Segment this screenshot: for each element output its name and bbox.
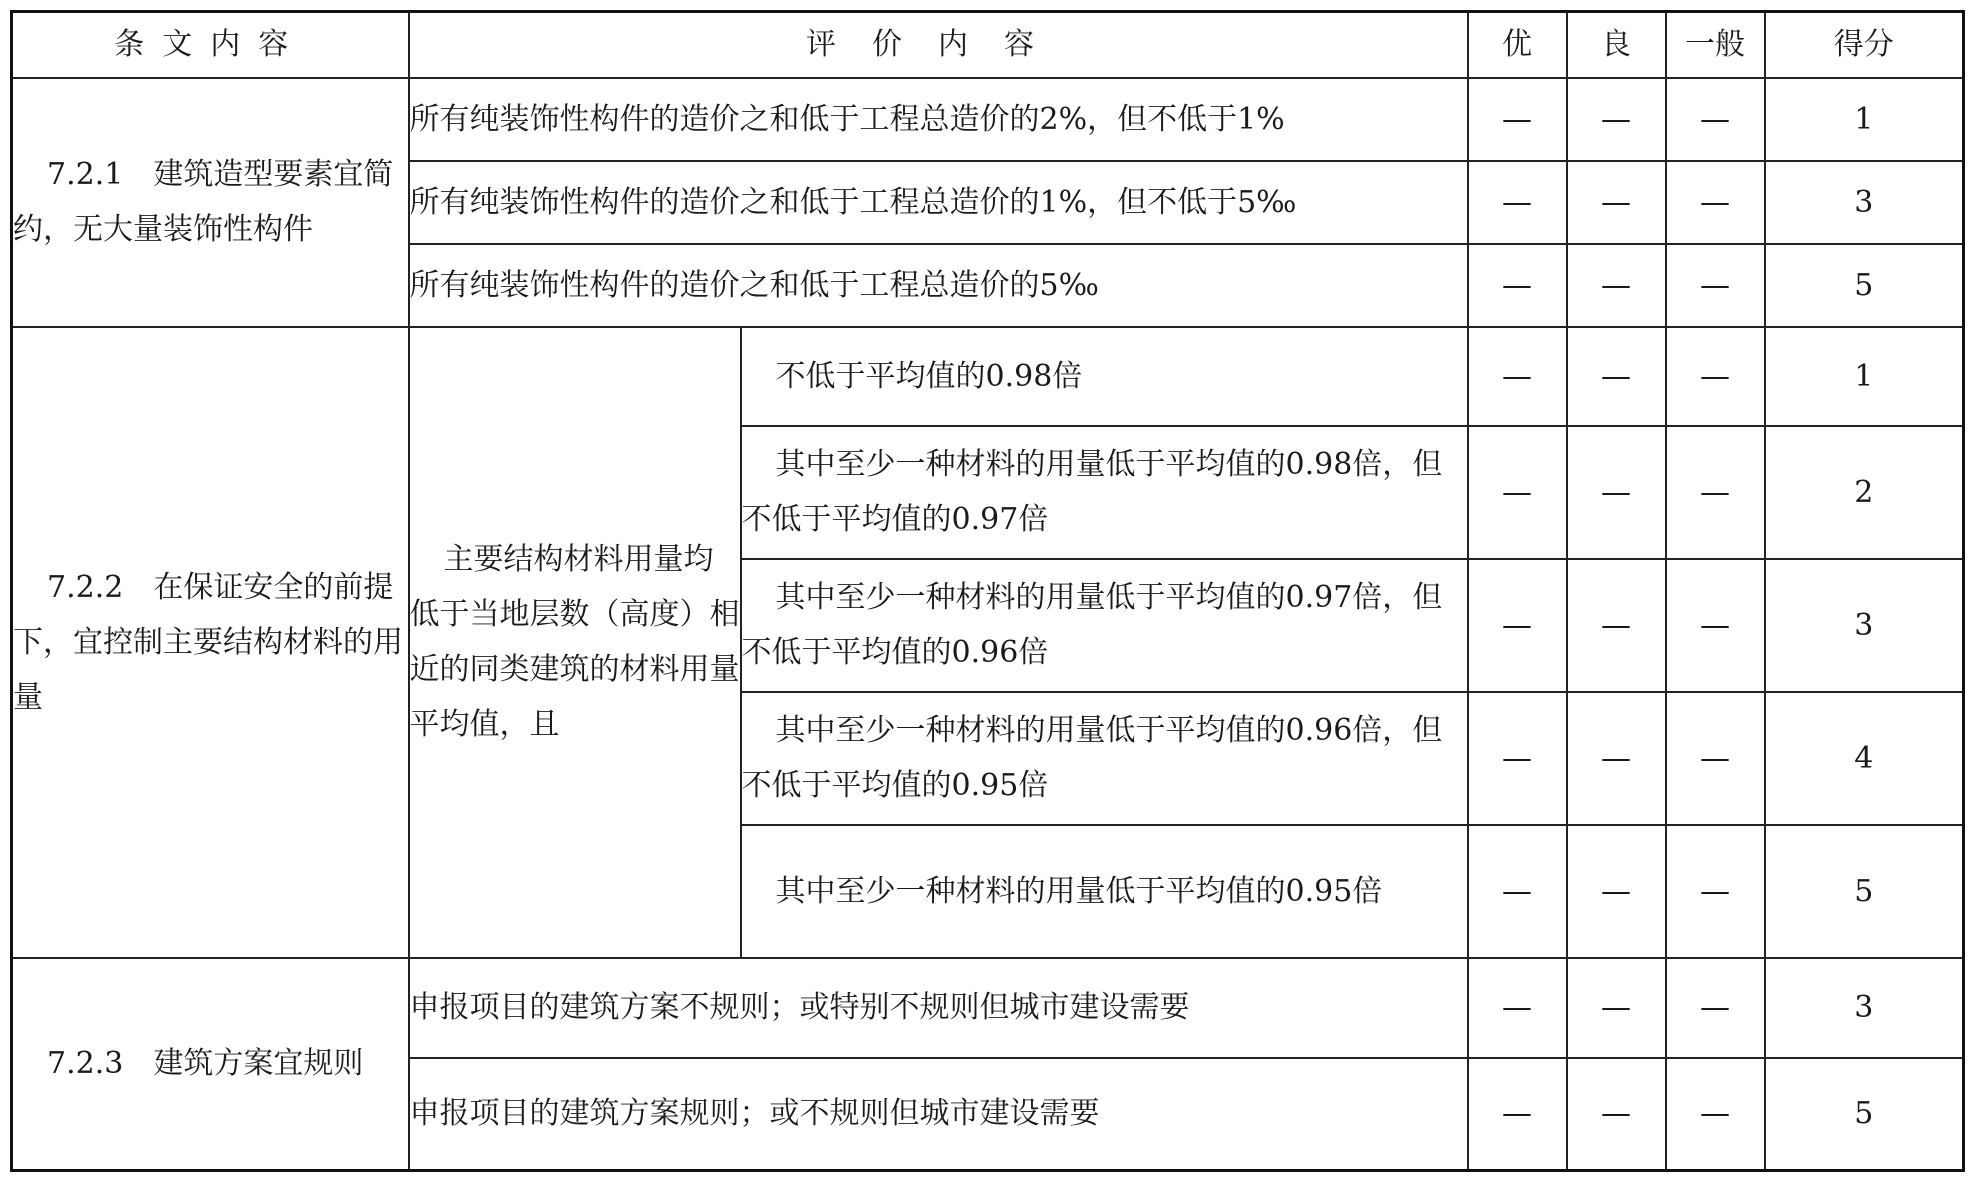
score-cell: 5 [1765,244,1964,327]
score-cell: 3 [1765,958,1964,1058]
eval-item: 所有纯装饰性构件的造价之和低于工程总造价的2%，但不低于1% [409,78,1468,161]
average-cell: — [1666,161,1765,244]
good-cell: — [1567,1058,1666,1171]
good-cell: — [1567,825,1666,958]
score-cell: 4 [1765,692,1964,825]
good-cell: — [1567,161,1666,244]
average-cell: — [1666,692,1765,825]
good-cell: — [1567,78,1666,161]
excellent-cell: — [1468,825,1567,958]
score-cell: 1 [1765,327,1964,426]
eval-item: 其中至少一种材料的用量低于平均值的0.97倍，但不低于平均值的0.96倍 [741,559,1468,692]
header-excellent: 优 [1468,12,1567,78]
average-cell: — [1666,1058,1765,1171]
eval-item: 不低于平均值的0.98倍 [741,327,1468,426]
header-score: 得分 [1765,12,1964,78]
good-cell: — [1567,692,1666,825]
clause-7-2-2: 7.2.2 在保证安全的前提下，宜控制主要结构材料的用量 [12,327,409,958]
header-row [12,12,1964,78]
excellent-cell: — [1468,1058,1567,1171]
score-cell: 5 [1765,825,1964,958]
eval-item: 其中至少一种材料的用量低于平均值的0.96倍，但不低于平均值的0.95倍 [741,692,1468,825]
excellent-cell: — [1468,327,1567,426]
excellent-cell: — [1468,244,1567,327]
score-cell: 3 [1765,161,1964,244]
score-cell: 1 [1765,78,1964,161]
clause-7-2-1: 7.2.1 建筑造型要素宜简约，无大量装饰性构件 [12,78,409,327]
average-cell: — [1666,825,1765,958]
good-cell: — [1567,958,1666,1058]
score-cell: 5 [1765,1058,1964,1171]
good-cell: — [1567,426,1666,559]
eval-item: 其中至少一种材料的用量低于平均值的0.98倍，但不低于平均值的0.97倍 [741,426,1468,559]
average-cell: — [1666,244,1765,327]
eval-item: 所有纯装饰性构件的造价之和低于工程总造价的1%，但不低于5‰ [409,161,1468,244]
table-row [12,327,1964,426]
header-evaluation: 评价内容 [409,12,1468,78]
excellent-cell: — [1468,78,1567,161]
table-row [12,78,1964,161]
header-good: 良 [1567,12,1666,78]
table-row [12,958,1964,1058]
eval-item: 申报项目的建筑方案不规则；或特别不规则但城市建设需要 [409,958,1468,1058]
condition-cell: 主要结构材料用量均低于当地层数（高度）相近的同类建筑的材料用量平均值，且 [409,327,741,958]
average-cell: — [1666,958,1765,1058]
eval-item: 申报项目的建筑方案规则；或不规则但城市建设需要 [409,1058,1468,1171]
excellent-cell: — [1468,426,1567,559]
average-cell: — [1666,327,1765,426]
eval-item: 其中至少一种材料的用量低于平均值的0.95倍 [741,825,1468,958]
good-cell: — [1567,559,1666,692]
score-cell: 3 [1765,559,1964,692]
average-cell: — [1666,559,1765,692]
excellent-cell: — [1468,559,1567,692]
eval-item: 所有纯装饰性构件的造价之和低于工程总造价的5‰ [409,244,1468,327]
average-cell: — [1666,78,1765,161]
good-cell: — [1567,244,1666,327]
header-clause: 条文内容 [12,12,409,78]
evaluation-table [10,10,1965,1172]
excellent-cell: — [1468,161,1567,244]
good-cell: — [1567,327,1666,426]
header-average: 一般 [1666,12,1765,78]
score-cell: 2 [1765,426,1964,559]
clause-7-2-3: 7.2.3 建筑方案宜规则 [12,958,409,1171]
excellent-cell: — [1468,692,1567,825]
average-cell: — [1666,426,1765,559]
excellent-cell: — [1468,958,1567,1058]
